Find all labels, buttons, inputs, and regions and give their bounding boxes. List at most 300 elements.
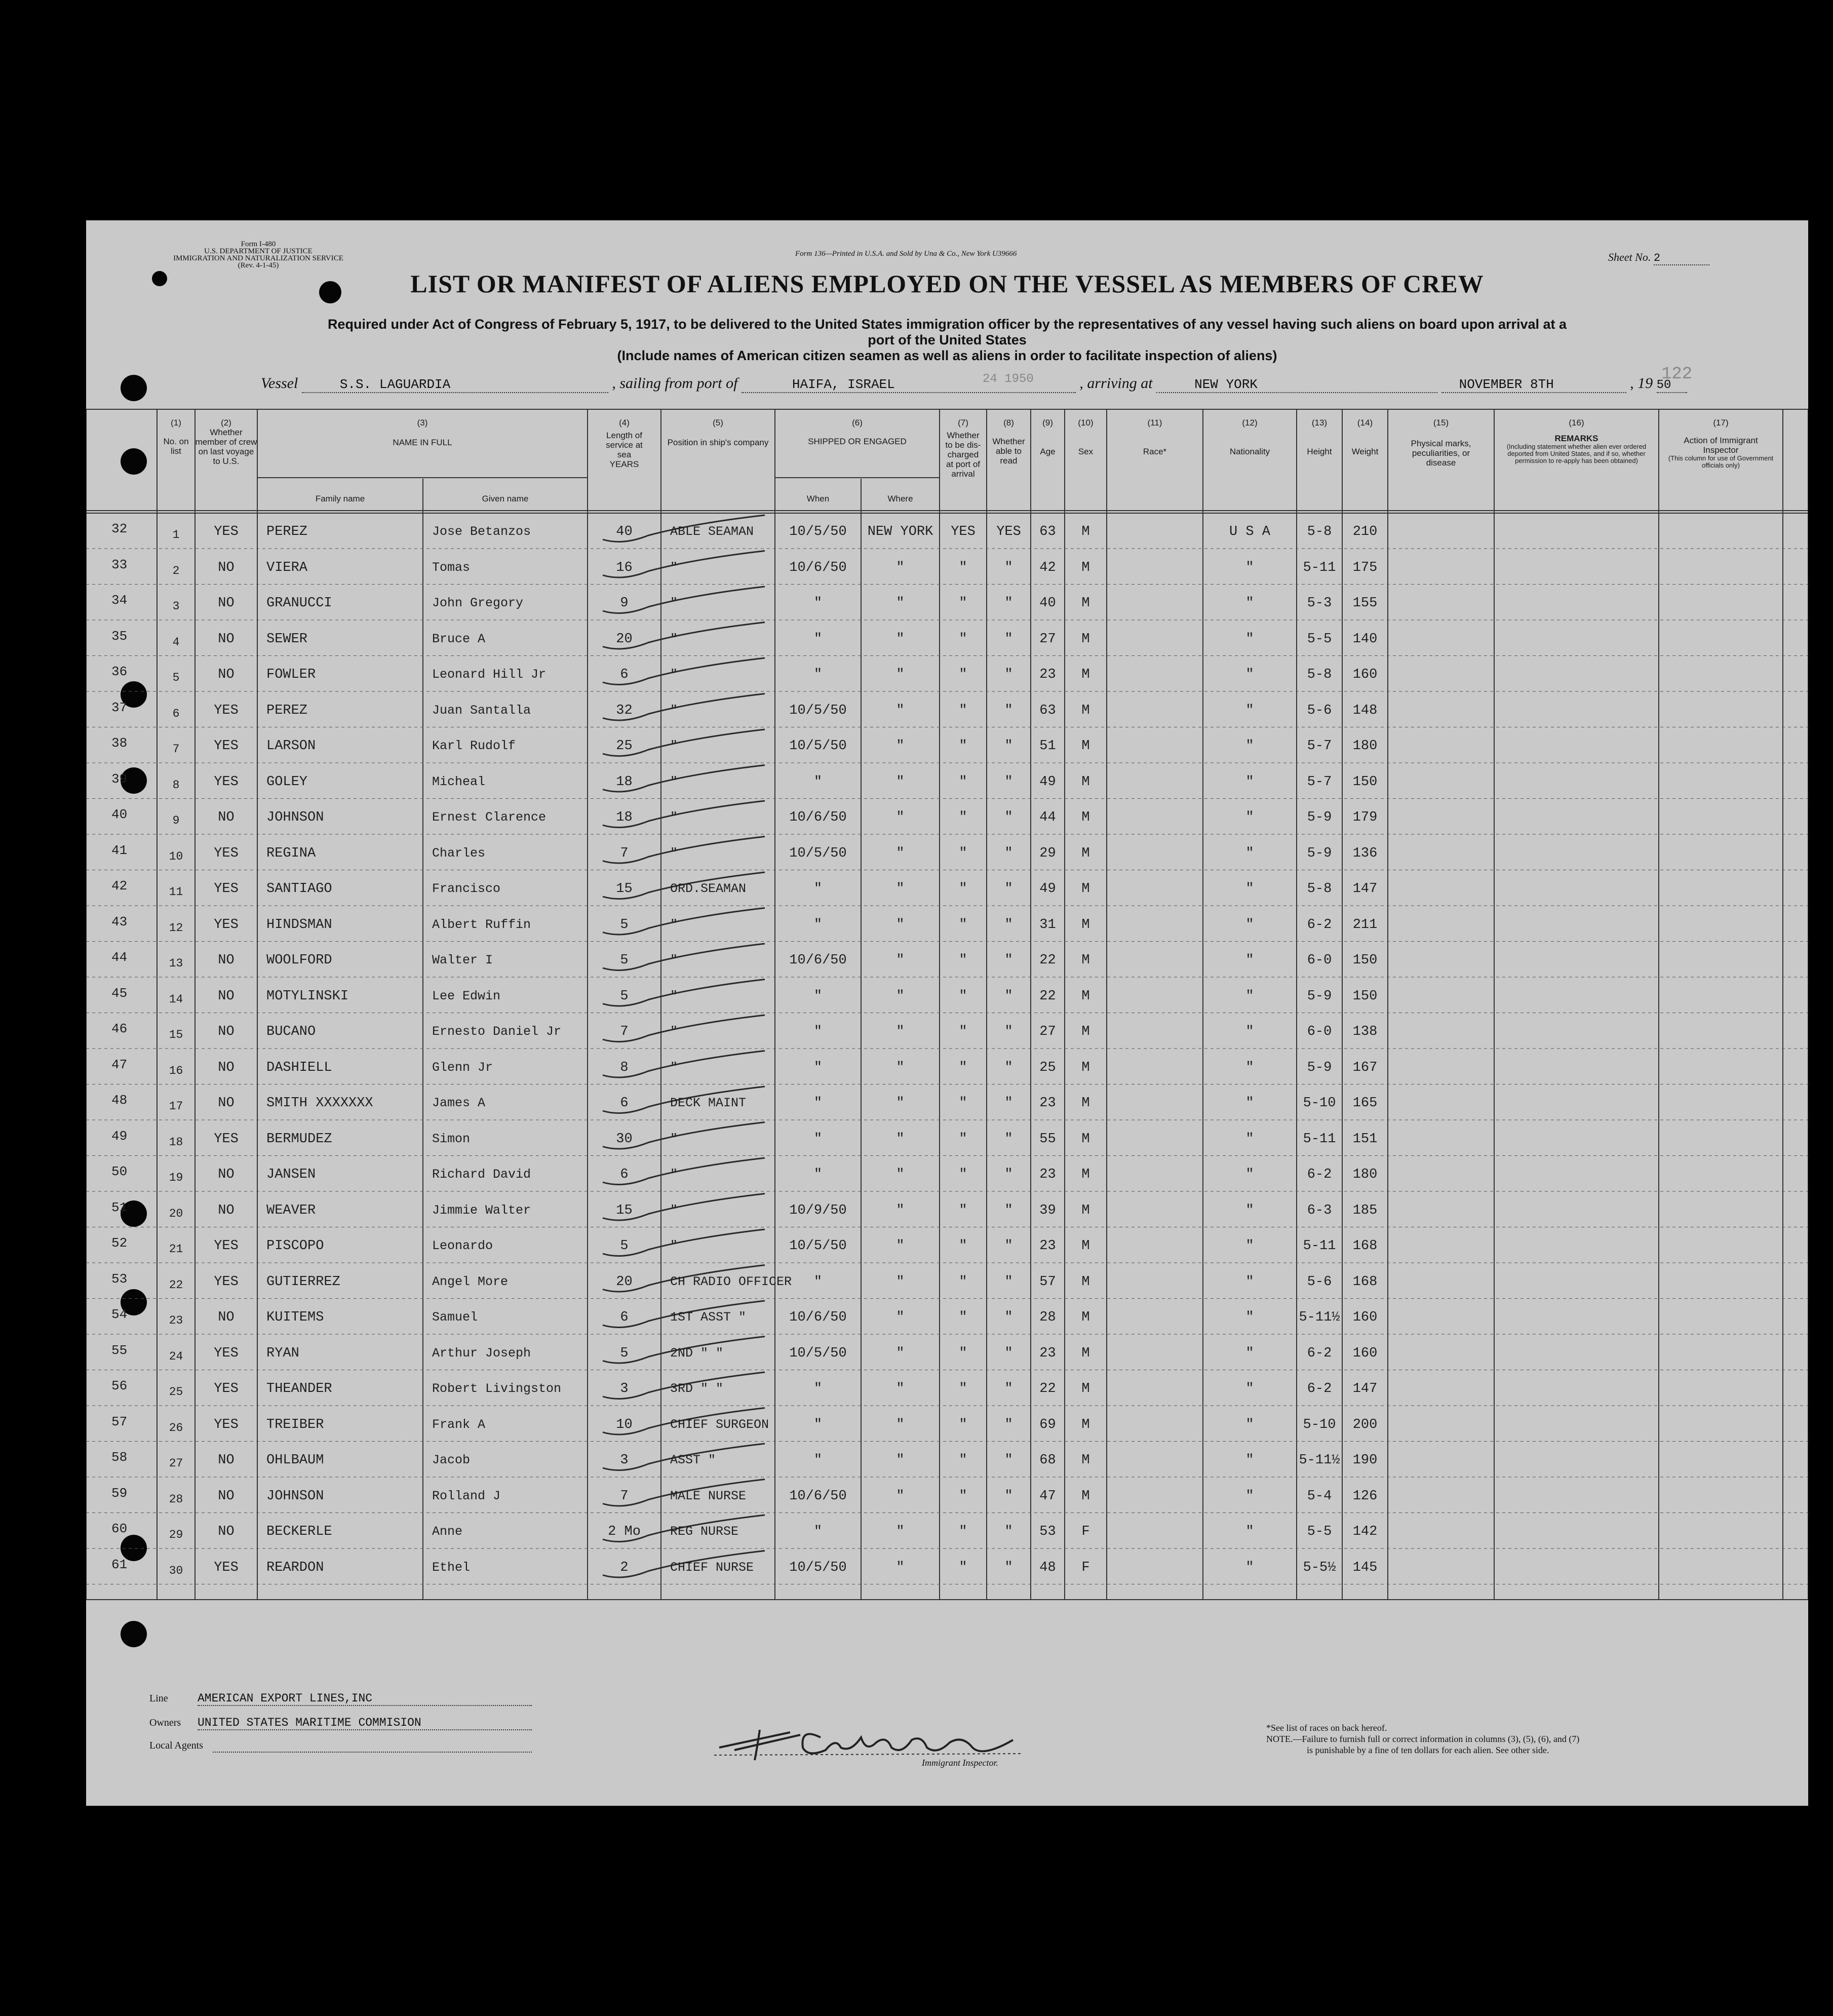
shipped-where: " (896, 1488, 905, 1504)
sex: M (1081, 1488, 1090, 1504)
length-of-service: 5 (620, 917, 629, 933)
margin-row-number: 34 (111, 593, 128, 608)
weight: 167 (1352, 1060, 1378, 1075)
sheet-label: Sheet No. (1608, 251, 1651, 263)
position: " (670, 1024, 678, 1039)
column-subheader-where: Where (887, 494, 913, 503)
previous-voyage: NO (218, 1310, 235, 1325)
family-name: MOTYLINSKI (266, 988, 349, 1004)
shipped-where: " (896, 917, 905, 933)
departure-port: HAIFA, ISRAEL (742, 377, 1076, 393)
shipped-where: " (896, 1096, 905, 1111)
column-header-weight (1342, 418, 1388, 456)
margin-row-number: 35 (111, 628, 128, 644)
family-name: WOOLFORD (266, 953, 332, 968)
previous-voyage: YES (214, 703, 239, 718)
age: 51 (1039, 739, 1056, 754)
family-name: OHLBAUM (266, 1453, 324, 1468)
margin-row-number: 36 (111, 664, 128, 679)
age: 27 (1039, 1024, 1056, 1039)
shipped-where: NEW YORK (867, 524, 933, 539)
shipped-when: " (813, 1024, 823, 1039)
column-number: (8) (1003, 418, 1014, 428)
column-header-discharged (940, 418, 987, 479)
shipped-when: " (813, 1381, 823, 1397)
shipped-when: 10/5/50 (789, 703, 847, 718)
family-name: THEANDER (266, 1381, 332, 1397)
able-to-read: " (1004, 703, 1013, 718)
sex: M (1081, 1345, 1090, 1361)
shipped-when: " (813, 774, 823, 790)
able-to-read: " (1004, 1345, 1013, 1361)
previous-voyage: NO (218, 596, 235, 611)
height: 5-10 (1303, 1417, 1336, 1432)
family-name: REGINA (266, 845, 316, 861)
height: 5-8 (1307, 881, 1332, 897)
position: " (670, 988, 678, 1003)
column-note: (This column for use of Government officials only) (1668, 454, 1774, 469)
position: CH RADIO OFFICER (670, 1274, 792, 1289)
shipped-where: " (896, 1524, 905, 1539)
weight: 150 (1352, 953, 1378, 968)
position: " (670, 774, 678, 789)
shipped-where: " (896, 1345, 905, 1361)
length-of-service: 5 (620, 1238, 629, 1254)
nationality: " (1245, 560, 1254, 575)
margin-row-number: 42 (111, 878, 128, 894)
height: 5-6 (1307, 703, 1332, 718)
length-of-service: 2 (620, 1560, 629, 1575)
shipped-where: " (896, 1560, 905, 1575)
position: " (670, 1167, 678, 1182)
shipped-where: " (896, 1417, 905, 1432)
weight: 160 (1352, 1310, 1378, 1325)
row-number: 9 (172, 814, 180, 827)
shipped-where: " (896, 631, 905, 647)
row-number: 29 (169, 1528, 183, 1541)
length-of-service: 16 (616, 560, 633, 575)
fine-note: NOTE.—Failure to furnish full or correct information in columns (3), (5), (6), and (7) (1266, 1734, 1580, 1744)
margin-row-number: 50 (111, 1164, 128, 1179)
able-to-read: " (1004, 1524, 1013, 1539)
to-be-discharged: " (959, 1238, 967, 1254)
given-name: Ernest Clarence (432, 810, 547, 825)
shipped-where: " (896, 845, 905, 861)
nationality: " (1245, 1381, 1254, 1397)
row-number: 28 (169, 1492, 183, 1506)
row-number: 21 (169, 1243, 183, 1256)
length-of-service: 3 (620, 1453, 629, 1468)
shipped-when: " (813, 1417, 823, 1432)
age: 49 (1039, 881, 1056, 897)
previous-voyage: YES (214, 1560, 239, 1575)
age: 31 (1039, 917, 1056, 933)
height: 5-9 (1307, 810, 1332, 825)
column-number: (6) (852, 418, 863, 428)
column-number: (17) (1713, 418, 1729, 428)
margin-row-number: 47 (111, 1057, 128, 1072)
position: 2ND " " (670, 1345, 724, 1361)
shipped-where: " (896, 881, 905, 897)
height: 5-7 (1307, 774, 1332, 790)
given-name: Angel More (432, 1274, 509, 1289)
length-of-service: 15 (616, 1203, 633, 1218)
position: REG NURSE (670, 1524, 739, 1539)
column-header-height (1297, 418, 1342, 456)
to-be-discharged: " (959, 560, 967, 575)
column-label: SHIPPED OR ENGAGED (808, 437, 907, 446)
family-name: PEREZ (266, 703, 308, 718)
shipped-where: " (896, 1060, 905, 1075)
margin-row-number: 51 (111, 1199, 128, 1215)
length-of-service: 40 (616, 524, 633, 539)
column-number: (11) (1147, 418, 1162, 428)
previous-voyage: NO (218, 953, 235, 968)
given-name: Karl Rudolf (432, 739, 516, 753)
margin-row-number: 33 (111, 557, 128, 572)
given-name: Richard David (432, 1167, 531, 1182)
shipped-where: " (896, 1274, 905, 1290)
age: 22 (1039, 953, 1056, 968)
row-number: 10 (169, 849, 183, 863)
family-name: REARDON (266, 1560, 324, 1575)
given-name: Samuel (432, 1310, 478, 1325)
sex: M (1081, 845, 1090, 861)
weight: 160 (1352, 1345, 1378, 1361)
shipped-where: " (896, 1238, 905, 1254)
sex: M (1081, 631, 1090, 647)
shipped-when: 10/5/50 (789, 1238, 847, 1254)
able-to-read: " (1004, 631, 1013, 647)
to-be-discharged: " (959, 1167, 967, 1182)
arrival-date: NOVEMBER 8TH (1441, 377, 1626, 393)
given-name: Frank A (432, 1417, 486, 1432)
weight: 190 (1352, 1453, 1378, 1468)
to-be-discharged: " (959, 1274, 967, 1290)
able-to-read: " (1004, 1238, 1013, 1254)
previous-voyage: NO (218, 1488, 235, 1504)
column-label: Whether to be dis-charged at port of arrival (945, 431, 981, 479)
given-name: Jacob (432, 1453, 471, 1467)
weight: 168 (1352, 1238, 1378, 1254)
race-note: *See list of races on back hereof. (1266, 1723, 1387, 1733)
sex: M (1081, 1238, 1090, 1254)
able-to-read: " (1004, 1274, 1013, 1290)
footer-owners (149, 1716, 532, 1730)
row-number: 11 (169, 885, 183, 899)
margin-row-number: 59 (111, 1485, 128, 1501)
able-to-read: " (1004, 739, 1013, 754)
to-be-discharged: " (959, 703, 967, 718)
nationality: " (1245, 596, 1254, 611)
length-of-service: 9 (620, 596, 629, 611)
previous-voyage: NO (218, 1096, 235, 1111)
column-header-race (1107, 418, 1203, 456)
position: ABLE SEAMAN (670, 524, 754, 539)
length-of-service: 6 (620, 667, 629, 682)
family-name: BERMUDEZ (266, 1131, 332, 1147)
shipped-when: 10/5/50 (789, 524, 847, 539)
age: 28 (1039, 1310, 1056, 1325)
row-number: 24 (169, 1349, 183, 1363)
age: 68 (1039, 1453, 1056, 1468)
height: 5-8 (1307, 667, 1332, 682)
able-to-read: " (1004, 917, 1013, 933)
age: 23 (1039, 667, 1056, 682)
row-number: 19 (169, 1171, 183, 1184)
to-be-discharged: " (959, 1560, 967, 1575)
height: 6-2 (1307, 917, 1332, 933)
length-of-service: 6 (620, 1167, 629, 1182)
position: " (670, 631, 678, 646)
sex: M (1081, 1453, 1090, 1468)
sex: M (1081, 1310, 1090, 1325)
shipped-when: " (813, 917, 823, 933)
column-label: NAME IN FULL (393, 438, 452, 447)
column-number: (2) (221, 418, 231, 428)
family-name: SMITH XXXXXXX (266, 1096, 373, 1111)
family-name: HINDSMAN (266, 917, 332, 933)
to-be-discharged: " (959, 1524, 967, 1539)
line-label: Line (149, 1693, 168, 1704)
sex: F (1081, 1560, 1090, 1575)
able-to-read: " (1004, 1167, 1013, 1182)
able-to-read: " (1004, 560, 1013, 575)
given-name: Lee Edwin (432, 988, 501, 1003)
column-number: (16) (1569, 418, 1584, 428)
sex: M (1081, 953, 1090, 968)
previous-voyage: YES (214, 881, 239, 897)
nationality: U S A (1229, 524, 1270, 539)
family-name: GUTIERREZ (266, 1274, 340, 1290)
given-name: Tomas (432, 560, 471, 575)
column-header-previous-voyage (195, 418, 257, 466)
column-header-remarks (1494, 418, 1659, 464)
service: IMMIGRATION AND NATURALIZATION SERVICE (173, 254, 343, 262)
shipped-when: " (813, 1274, 823, 1290)
previous-voyage: NO (218, 1024, 235, 1039)
weight: 150 (1352, 988, 1378, 1004)
row-number: 25 (169, 1385, 183, 1399)
able-to-read: " (1004, 1131, 1013, 1147)
nationality: " (1245, 1024, 1254, 1039)
length-of-service: 15 (616, 881, 633, 897)
length-of-service: 8 (620, 1060, 629, 1075)
weight: 160 (1352, 667, 1378, 682)
height: 5-10 (1303, 1096, 1336, 1111)
column-label: Height (1307, 447, 1332, 456)
age: 47 (1039, 1488, 1056, 1504)
nationality: " (1245, 953, 1254, 968)
column-number: (4) (619, 418, 630, 428)
row-number: 7 (172, 743, 180, 756)
column-number: (3) (417, 418, 428, 428)
sex: M (1081, 1203, 1090, 1218)
shipped-when: " (813, 1060, 823, 1075)
position: " (670, 845, 678, 861)
family-name: SANTIAGO (266, 881, 332, 897)
weight: 151 (1352, 1131, 1378, 1147)
length-of-service: 6 (620, 1096, 629, 1111)
shipped-when: 10/5/50 (789, 1345, 847, 1361)
weight: 140 (1352, 631, 1378, 647)
position: " (670, 953, 678, 967)
given-name: John Gregory (432, 596, 524, 610)
height: 5-7 (1307, 739, 1332, 754)
length-of-service: 30 (616, 1131, 633, 1147)
length-of-service: 10 (616, 1417, 633, 1432)
age: 22 (1039, 988, 1056, 1004)
vessel-label: Vessel (261, 375, 298, 392)
nationality: " (1245, 845, 1254, 861)
nationality: " (1245, 1345, 1254, 1361)
sex: M (1081, 1274, 1090, 1290)
nationality: " (1245, 774, 1254, 790)
row-number: 22 (169, 1278, 183, 1292)
able-to-read: " (1004, 1560, 1013, 1575)
length-of-service: 3 (620, 1381, 629, 1397)
column-header-name (257, 418, 588, 447)
age: 25 (1039, 1060, 1056, 1075)
age: 23 (1039, 1238, 1056, 1254)
margin-row-number: 49 (111, 1128, 128, 1144)
shipped-when: " (813, 988, 823, 1004)
age: 23 (1039, 1096, 1056, 1111)
shipped-where: " (896, 1167, 905, 1182)
shipped-when: " (813, 881, 823, 897)
margin-row-number: 46 (111, 1021, 128, 1036)
sailing-label: , sailing from port of (612, 375, 738, 392)
row-number: 4 (172, 635, 180, 649)
shipped-where: " (896, 988, 905, 1004)
length-of-service: 5 (620, 953, 629, 968)
given-name: Ernesto Daniel Jr (432, 1024, 562, 1039)
family-name: LARSON (266, 739, 316, 754)
arrival-year: 50 (1657, 378, 1687, 393)
height: 5-4 (1307, 1488, 1332, 1504)
family-name: PISCOPO (266, 1238, 324, 1254)
nationality: " (1245, 703, 1254, 718)
position: " (670, 560, 678, 575)
sex: M (1081, 1096, 1090, 1111)
to-be-discharged: " (959, 881, 967, 897)
previous-voyage: NO (218, 667, 235, 682)
able-to-read: " (1004, 881, 1013, 897)
margin-row-number: 60 (111, 1521, 128, 1536)
previous-voyage: YES (214, 739, 239, 754)
nationality: " (1245, 1310, 1254, 1325)
previous-voyage: NO (218, 1453, 235, 1468)
family-name: PEREZ (266, 524, 308, 539)
column-label: REMARKS (1554, 434, 1598, 443)
position: " (670, 810, 678, 825)
family-name: WEAVER (266, 1203, 316, 1218)
row-number: 13 (169, 957, 183, 970)
sex: M (1081, 774, 1090, 790)
nationality: " (1245, 881, 1254, 897)
column-label: Sex (1078, 447, 1094, 456)
local-agents (213, 1740, 532, 1753)
footer-notes (1266, 1722, 1579, 1756)
footer-agents (149, 1740, 532, 1753)
age: 63 (1039, 703, 1056, 718)
nationality: " (1245, 810, 1254, 825)
previous-voyage: YES (214, 1345, 239, 1361)
margin-row-number: 44 (111, 950, 128, 965)
shipped-where: " (896, 953, 905, 968)
age: 57 (1039, 1274, 1056, 1290)
shipped-when: " (813, 596, 823, 611)
column-label: Action of Immigrant Inspector (1684, 436, 1758, 455)
given-name: Anne (432, 1524, 463, 1539)
margin-row-number: 43 (111, 914, 128, 929)
weight: 180 (1352, 1167, 1378, 1182)
height: 5-11 (1303, 1131, 1336, 1147)
position: MALE NURSE (670, 1488, 747, 1503)
family-name: GRANUCCI (266, 596, 332, 611)
to-be-discharged: " (959, 1024, 967, 1039)
weight: 155 (1352, 596, 1378, 611)
length-of-service: 18 (616, 774, 633, 790)
position: " (670, 1203, 678, 1218)
row-number: 5 (172, 671, 180, 684)
row-number: 14 (169, 992, 183, 1006)
shipped-when: " (813, 1167, 823, 1182)
row-number: 16 (169, 1064, 183, 1077)
position: " (670, 917, 678, 932)
column-header-shipped (775, 418, 940, 446)
given-name: Walter I (432, 953, 493, 967)
previous-voyage: YES (214, 774, 239, 790)
able-to-read: " (1004, 810, 1013, 825)
column-header-age (1031, 418, 1065, 456)
previous-voyage: YES (214, 1274, 239, 1290)
weight: 136 (1352, 845, 1378, 861)
family-name: BUCANO (266, 1024, 316, 1039)
family-name: GOLEY (266, 774, 308, 790)
subtitle-line-2: port of the United States (868, 332, 1027, 347)
height: 6-0 (1307, 1024, 1332, 1039)
able-to-read: " (1004, 1203, 1013, 1218)
given-name: Francisco (432, 881, 501, 896)
margin-row-number: 54 (111, 1307, 128, 1322)
position: " (670, 667, 678, 682)
to-be-discharged: " (959, 739, 967, 754)
to-be-discharged: " (959, 1203, 967, 1218)
to-be-discharged: " (959, 596, 967, 611)
height: 6-3 (1307, 1203, 1332, 1218)
height: 6-2 (1307, 1167, 1332, 1182)
height: 5-5 (1307, 631, 1332, 647)
weight: 168 (1352, 1274, 1378, 1290)
able-to-read: " (1004, 596, 1013, 611)
nationality: " (1245, 1238, 1254, 1254)
department: U.S. DEPARTMENT OF JUSTICE (204, 247, 313, 255)
column-label: Weight (1351, 447, 1379, 456)
age: 69 (1039, 1417, 1056, 1432)
shipping-line: AMERICAN EXPORT LINES,INC (198, 1692, 532, 1706)
given-name: Glenn Jr (432, 1060, 493, 1075)
height: 5-9 (1307, 845, 1332, 861)
sex: M (1081, 881, 1090, 897)
column-header-nationality (1203, 418, 1297, 456)
previous-voyage: YES (214, 1381, 239, 1397)
weight: 185 (1352, 1203, 1378, 1218)
able-to-read: " (1004, 1488, 1013, 1504)
margin-row-number: 56 (111, 1378, 128, 1393)
row-number: 1 (172, 528, 180, 541)
manifest-sheet (86, 220, 1808, 1806)
